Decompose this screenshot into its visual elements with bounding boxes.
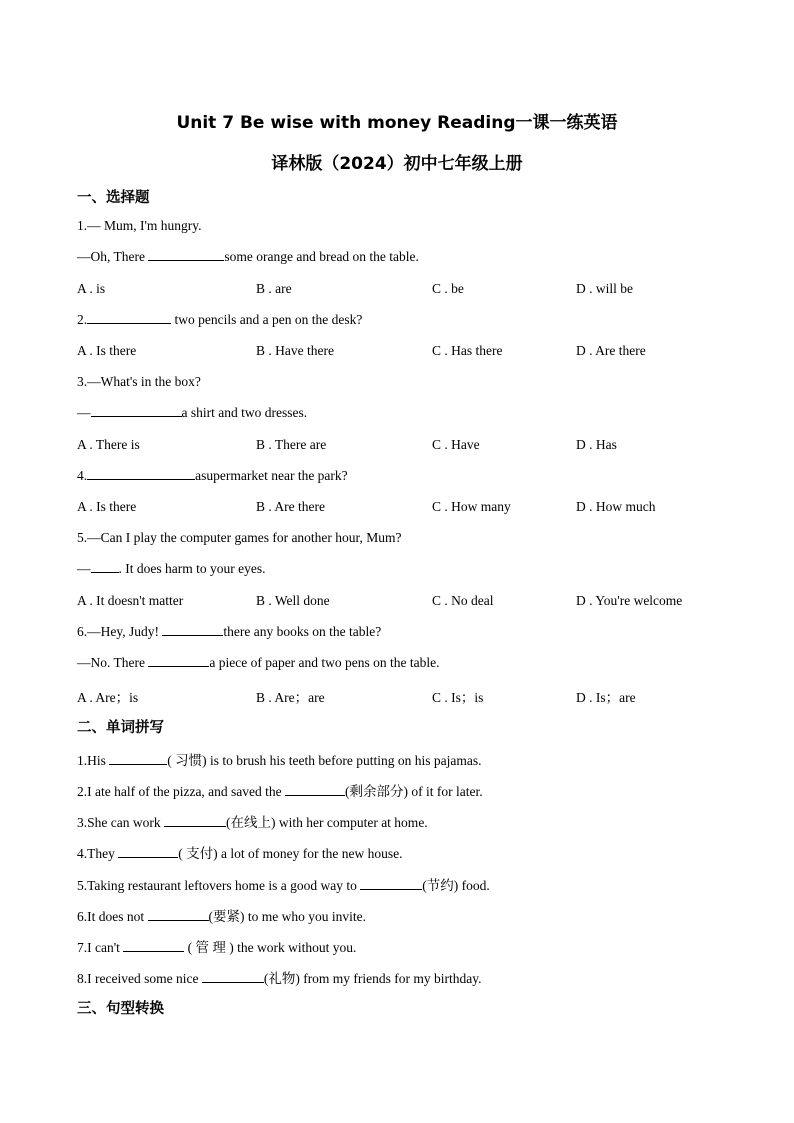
- option-a[interactable]: A . Are；is: [77, 690, 139, 705]
- text: ( 支付) a lot of money for the new house.: [178, 846, 403, 861]
- answer-blank: [91, 561, 119, 573]
- option-b[interactable]: B . Are；are: [256, 690, 325, 705]
- section-heading-choice: 一、选择题: [77, 190, 150, 206]
- text: 1.His: [77, 753, 110, 768]
- spelling-item: [77, 842, 402, 862]
- spelling-item: [77, 749, 481, 769]
- option-b[interactable]: B . Well done: [256, 593, 330, 608]
- option-c[interactable]: C . How many: [432, 499, 511, 514]
- answer-blank: [87, 312, 171, 324]
- text: ( 习惯) is to brush his teeth before putting on his pajamas.: [167, 753, 482, 768]
- answer-blank: [148, 655, 209, 667]
- question-3-prompt: 3.—What's in the box?: [77, 374, 201, 389]
- text: (剩余部分) of it for later.: [345, 784, 483, 799]
- option-c[interactable]: C . Have: [432, 437, 480, 452]
- text: (在线上) with her computer at home.: [225, 815, 428, 830]
- text: a shirt and two dresses.: [181, 405, 308, 420]
- text: asupermarket near the park?: [195, 468, 348, 483]
- section-heading-spelling: 二、单词拼写: [77, 720, 164, 736]
- answer-blank: [123, 940, 184, 952]
- option-c[interactable]: C . Has there: [432, 343, 503, 358]
- spelling-item: [77, 811, 428, 831]
- option-d[interactable]: D . Has: [576, 437, 617, 452]
- answer-blank: [87, 468, 195, 480]
- option-d[interactable]: D . You're welcome: [576, 593, 683, 608]
- text: two pencils and a pen on the desk?: [171, 312, 363, 327]
- spelling-item: [77, 874, 490, 894]
- option-b[interactable]: B . are: [256, 281, 292, 296]
- question-4-prompt: [77, 468, 348, 484]
- option-a[interactable]: A . Is there: [77, 343, 137, 358]
- text: 5.Taking restaurant leftovers home is a good way to: [77, 878, 361, 893]
- document-subtitle: 译林版（2024）初中七年级上册: [271, 154, 523, 174]
- text: (要紧) to me who you invite.: [208, 909, 366, 924]
- answer-blank: [360, 878, 422, 890]
- answer-blank: [285, 784, 345, 796]
- option-b[interactable]: B . Have there: [256, 343, 334, 358]
- text: 4.: [77, 468, 88, 483]
- text: 6.—Hey, Judy!: [77, 624, 163, 639]
- text: ( 管 理 ) the work without you.: [184, 940, 357, 955]
- spelling-item: [77, 905, 366, 925]
- text: (节约) food.: [422, 878, 490, 893]
- answer-blank: [162, 624, 223, 636]
- question-5-sentence: [77, 561, 265, 577]
- answer-blank: [109, 753, 167, 765]
- text: 6.It does not: [77, 909, 148, 924]
- answer-blank: [202, 971, 264, 983]
- text: 7.I can't: [77, 940, 124, 955]
- answer-blank: [91, 405, 182, 417]
- answer-blank: [164, 815, 226, 827]
- option-a[interactable]: A . Is there: [77, 499, 137, 514]
- spelling-item: [77, 936, 356, 956]
- question-1-sentence: [77, 249, 419, 265]
- answer-blank: [148, 249, 224, 261]
- text: 2.I ate half of the pizza, and saved the: [77, 784, 286, 799]
- option-b[interactable]: B . There are: [256, 437, 327, 452]
- text: (礼物) from my friends for my birthday.: [263, 971, 482, 986]
- option-c[interactable]: C . be: [432, 281, 464, 296]
- spelling-item: [77, 780, 483, 800]
- option-d[interactable]: D . How much: [576, 499, 656, 514]
- option-d[interactable]: D . Are there: [576, 343, 646, 358]
- text: a piece of paper and two pens on the table.: [209, 655, 440, 670]
- text: —: [77, 405, 91, 420]
- option-b[interactable]: B . Are there: [256, 499, 325, 514]
- text: some orange and bread on the table.: [224, 249, 419, 264]
- text: 3.She can work: [77, 815, 164, 830]
- document-title: Unit 7 Be wise with money Reading一课一练英语: [176, 113, 618, 133]
- text: —Oh, There: [77, 249, 149, 264]
- question-2-prompt: [77, 312, 362, 328]
- question-1-prompt: 1.— Mum, I'm hungry.: [77, 218, 202, 233]
- answer-blank: [118, 846, 178, 858]
- option-d[interactable]: D . will be: [576, 281, 633, 296]
- text: —: [77, 561, 91, 576]
- text: there any books on the table?: [223, 624, 382, 639]
- spelling-item: [77, 967, 482, 987]
- question-3-sentence: [77, 405, 307, 421]
- text: . It does harm to your eyes.: [118, 561, 266, 576]
- option-c[interactable]: C . No deal: [432, 593, 494, 608]
- text: 2.: [77, 312, 88, 327]
- text: 8.I received some nice: [77, 971, 202, 986]
- option-a[interactable]: A . is: [77, 281, 106, 296]
- option-a[interactable]: A . It doesn't matter: [77, 593, 184, 608]
- question-5-prompt: 5.—Can I play the computer games for another hour, Mum?: [77, 530, 402, 545]
- answer-blank: [148, 909, 209, 921]
- section-heading-transformation: 三、句型转换: [77, 1001, 164, 1017]
- option-a[interactable]: A . There is: [77, 437, 140, 452]
- text: —No. There: [77, 655, 149, 670]
- option-d[interactable]: D . Is；are: [576, 690, 636, 705]
- text: 4.They: [77, 846, 119, 861]
- question-6-sentence: [77, 655, 440, 671]
- option-c[interactable]: C . Is；is: [432, 690, 484, 705]
- question-6-prompt: [77, 624, 381, 640]
